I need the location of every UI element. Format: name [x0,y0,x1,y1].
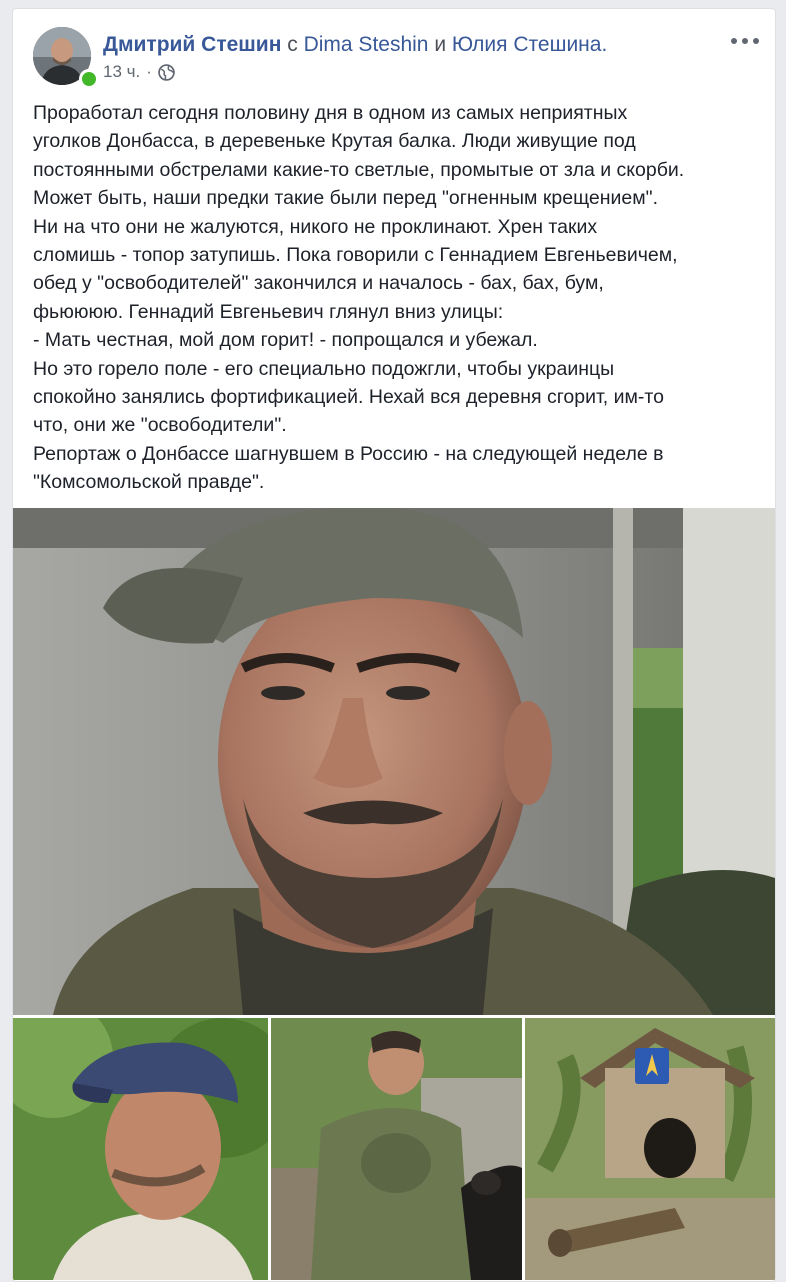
post-text-line: фьюююю. Геннадий Евгеньевич глянул вниз улицы: [33,300,504,323]
post-header [13,9,775,95]
post-text-line: Может быть, наши предки такие были перед "огненным крещением". [33,187,658,210]
post-text-line: Но это горело поле - его специально подожгли, чтобы украинцы [33,357,615,380]
author-link[interactable]: Дмитрий Стешин [103,33,282,56]
main-photo[interactable] [13,508,775,1015]
photo-grid [13,1018,775,1280]
more-options-icon[interactable] [731,35,759,47]
post-text-line: "Комсомольской правде". [33,471,265,494]
post-text-line: Репортаж о Донбассе шагнувшем в Россию - на следующей неделе в [33,442,664,465]
post-body [33,99,759,497]
post-title [103,33,607,57]
with-word: с [287,33,298,56]
globe-icon[interactable] [158,64,175,81]
meta-separator: · [146,62,152,81]
and-word: и [434,33,447,56]
tagged-user-link-1[interactable]: Dima Steshin [303,33,429,56]
timestamp-link[interactable]: 13 ч. [103,62,141,81]
post-text-line: уголков Донбасса, в деревеньке Крутая балка. Люди живущие под [33,130,636,153]
online-status-indicator [79,69,99,89]
post-text-line: спокойно занялись фортификацией. Нехай вся деревня сгорит, им-то [33,386,664,409]
post-text-line: обед у "освободителей" закончился и началось - бах, бах, бум, [33,272,604,295]
tagged-user-link-2[interactable]: Юлия Стешина. [451,33,608,56]
post-card [12,8,776,1282]
post-text-line: Ни на что они не жалуются, никого не проклинают. Хрен таких [33,215,598,238]
photo-thumb-elderly-man[interactable] [13,1018,268,1280]
post-text-line: постоянными обстрелами какие-то светлые, промытые от зла и скорби. [33,158,685,181]
post-text-line: - Мать честная, мой дом горит! - попрощался и убежал. [33,329,538,352]
post-text-line: Проработал сегодня половину дня в одном из самых неприятных [33,102,628,124]
photo-thumb-soldier[interactable] [271,1018,522,1280]
post-meta [103,62,175,82]
photo-thumb-doghouse[interactable] [525,1018,775,1280]
post-text-line: сломишь - топор затупишь. Пока говорили с Геннадием Евгеньевичем, [33,244,678,267]
post-text-line: что, они же "освободители". [33,414,287,437]
